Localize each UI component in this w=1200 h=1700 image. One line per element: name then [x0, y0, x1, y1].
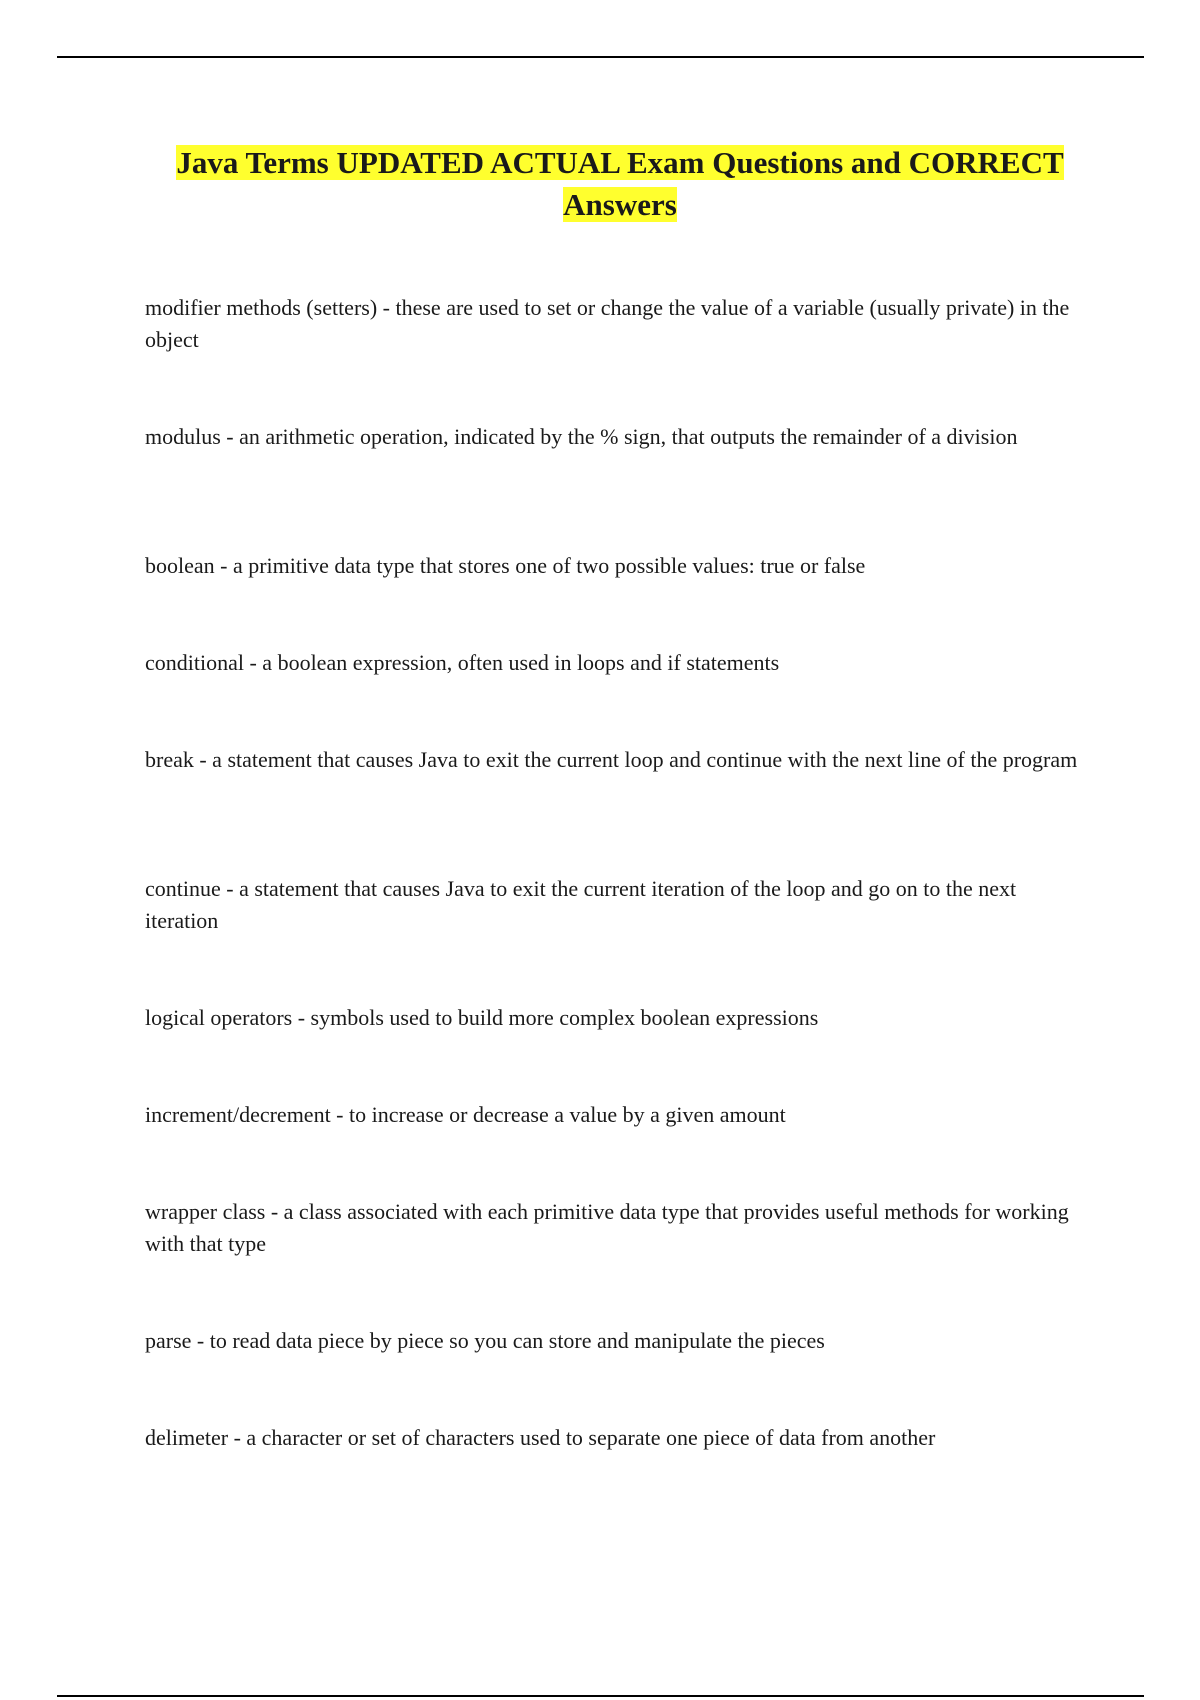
term-boolean: boolean - a primitive data type that stores one of two possible values: true or false [145, 553, 866, 578]
term-wrapper-class: wrapper class - a class associated with each primitive data type that provides useful methods for working with that type [145, 1199, 1069, 1256]
term-increment-decrement: increment/decrement - to increase or decrease a value by a given amount [145, 1102, 786, 1127]
term-continue: continue - a statement that causes Java to exit the current iteration of the loop and go on to the next iteration [145, 876, 1017, 933]
term-modifier-methods: modifier methods (setters) - these are used to set or change the value of a variable (usually private) in the object [145, 295, 1070, 352]
bottom-divider [57, 1695, 1144, 1697]
title-highlight: Java Terms UPDATED ACTUAL Exam Questions and CORRECT Answers [176, 145, 1064, 222]
term-break: break - a statement that causes Java to exit the current loop and continue with the next line of the program [145, 747, 1078, 772]
terms-list [145, 292, 1090, 1519]
term-modulus: modulus - an arithmetic operation, indicated by the % sign, that outputs the remainder of a division [145, 424, 1018, 449]
term-delimeter: delimeter - a character or set of characters used to separate one piece of data from another [145, 1425, 936, 1450]
page-title [140, 142, 1100, 226]
term-parse: parse - to read data piece by piece so you can store and manipulate the pieces [145, 1328, 825, 1353]
term-conditional: conditional - a boolean expression, often used in loops and if statements [145, 650, 780, 675]
term-logical-operators: logical operators - symbols used to build more complex boolean expressions [145, 1005, 819, 1030]
top-divider [57, 56, 1144, 58]
